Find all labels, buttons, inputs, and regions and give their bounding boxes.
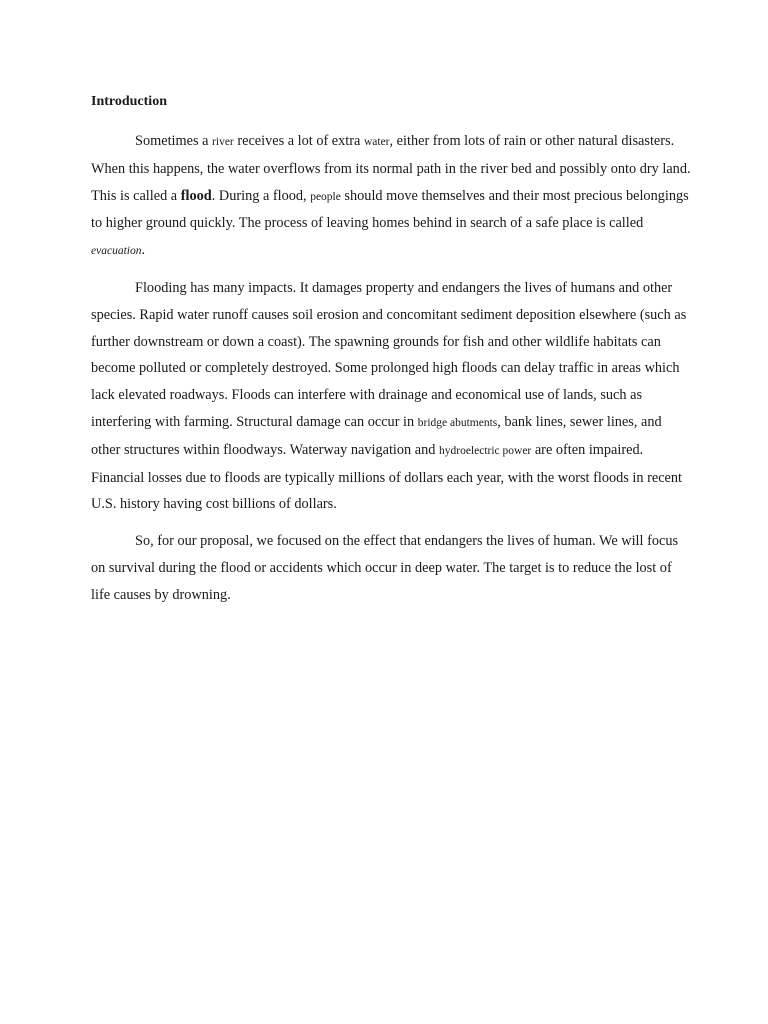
section-heading: Introduction: [91, 94, 167, 109]
link-hydroelectric-power[interactable]: hydroelectric power: [438, 444, 532, 457]
paragraph-1: [91, 128, 691, 265]
link-river[interactable]: river: [212, 136, 234, 148]
p3-text: So, for our proposal, we focused on the effect that endangers the lives of human. We will focus on survival during the flood or accidents which occur in deep water. The target is to reduce the lost of life causes by drowning.: [91, 533, 679, 603]
p1-text-6: .: [141, 242, 146, 259]
paragraph-2: [91, 275, 691, 518]
p1-text-3: , either from lots of rain or other natural disasters. When this happens, the water overflows from its normal path in the river bed and possibly onto dry land. This is called a: [91, 133, 691, 204]
p1-text-1: Sometimes a: [135, 133, 213, 149]
link-bridge-abutments[interactable]: bridge abutments: [417, 416, 498, 429]
p2-text-2: , bank lines, sewer lines, and other structures within floodways. Waterway navigation and: [91, 413, 662, 458]
p2-text-3: are often impaired. Financial losses due to floods are typically millions of dollars each year, with the worst floods in recent U.S. history having cost billions of dollars.: [91, 441, 683, 513]
term-evacuation: evacuation: [91, 245, 142, 258]
p2-text-1: Flooding has many impacts. It damages property and endangers the lives of humans and other species. Rapid water runoff causes soil erosion and concomitant sediment deposition elsewhere (such as further downstream or down a coast). The spawning grounds for fish and other wildlife habitats can become polluted or completely destroyed. Some prolonged high floods can delay traffic in areas which lack elevated roadways. Floods can interfere with drainage and economical use of lands, such as interfering with farming. Structural damage can occur in: [91, 279, 687, 430]
p1-text-4: . During a flood,: [211, 187, 311, 204]
p1-text-5: should move themselves and their most precious belongings to higher ground quickly. The process of leaving homes behind in search of a safe place is called: [91, 187, 689, 232]
link-water[interactable]: water: [363, 136, 390, 148]
document-page: [91, 92, 691, 619]
term-flood: flood: [180, 187, 212, 204]
link-people[interactable]: people: [310, 190, 341, 203]
p1-text-2: receives a lot of extra: [233, 133, 364, 149]
paragraph-3: [91, 528, 691, 608]
